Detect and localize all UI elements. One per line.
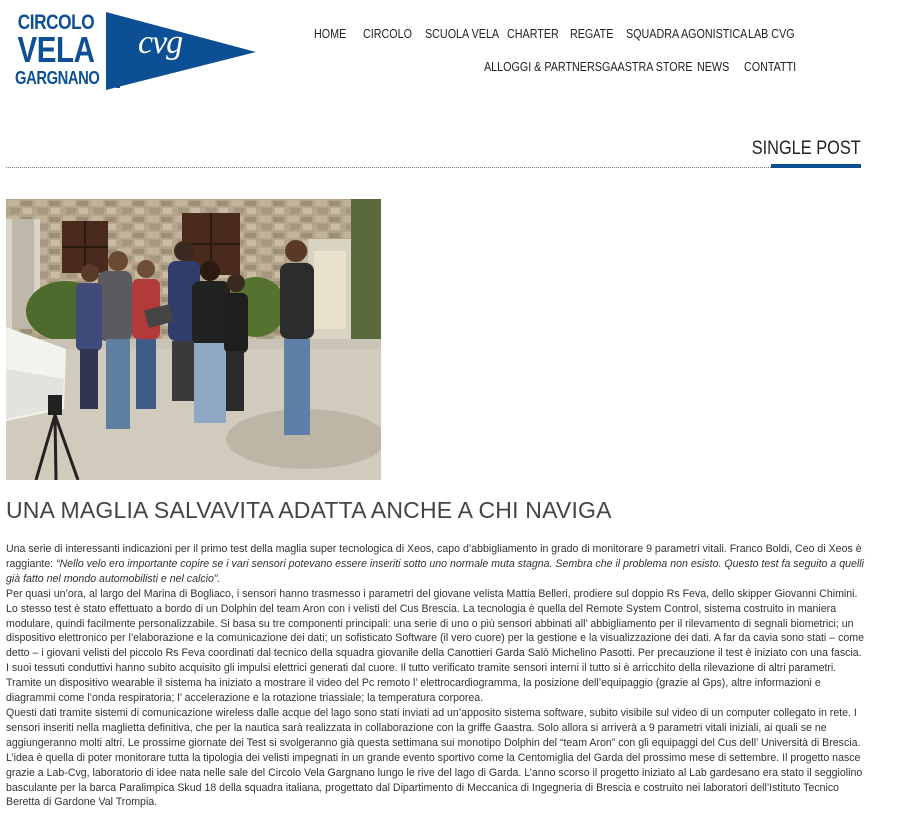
post-quote: “Nello velo ero importante copire se i vari sensori potevano essere inseriti sotto uno normale muta stagna. Sembra che il problema non esisto. Questo test fa seguito a quelli già fatto nel mondo automobilisti e nel calcio”.	[6, 557, 864, 585]
nav-item-circolo[interactable]: CIRCOLO	[363, 27, 412, 41]
nav-item-scuola-vela[interactable]: SCUOLA VELA	[425, 27, 500, 41]
post-paragraph-intro	[6, 542, 866, 587]
post-paragraph: Per quasi un’ora, al largo del Marina di Bogliaco, i sensori hanno trasmesso i parametri del giovane velista Mattia Belleri, prodiere sul doppio Rs Feva, dello skipper Giovanni Chimini. Lo stesso test è stato effettuato a bordo di un Dolphin del team Aron con i velisti del Cus Brescia. La tecnologia è quella del Remote System Control, sistema costruito in maniera modulare, quindi facilmente personalizzabile. Si basa su tre componenti principali: una serie di uno o più sensori abbinati all’ abbigliamento per il rilevamento di segnali biometrici; un dispositivo elettronico per l’elaborazione e la comunicazione dei dati; un sofisticato Software (il vero cuore) per la gestione e la visualizzazione dei dati. A far da cavia sono stati – come detto – i giovani velisti del piccolo Rs Feva coordinati dal tecnico della squadra giovanile della Canottieri Garda Salò Michelino Pasotti. Per precauzione il test è iniziato con una fascia. I suoi tessuti conduttivi hanno subito acquisito gli impulsi elettrici generati dal cuore. Il tutto verificato tramite sensori interni il tutto si è arricchito della rilevazione di altri parametri. Tramite un dispositivo wearable il sistema ha iniziato a mostrare il video del Pc remoto l’ elettrocardiogramma, la posizione dell’equipaggio (grazie al Gps), altre informazioni e diagrammi come l’onda respiratoria; l’ accelerazione e la rotazione triassiale; la temperatura corporea.	[6, 587, 864, 705]
nav-item-home[interactable]: HOME	[314, 27, 347, 41]
post-title: UNA MAGLIA SALVAVITA ADATTA ANCHE A CHI NAVIGA	[6, 497, 612, 523]
logo-mark-text: cvg	[138, 24, 183, 61]
section-title: SINGLE POST	[752, 138, 861, 159]
nav-item-news[interactable]: NEWS	[697, 60, 730, 74]
post-paragraph: Questi dati tramite sistemi di comunicazione wireless dalle acque del lago sono stati inviati ad un’apposito sistema software, subito visibile sul video di un computer collegato in rete. I sensori inseriti nella maglietta definitiva, che per la nautica sarà realizzata in collaborazione con la griffe Gaastra. Solo allora si arriverà a 9 parametri vitali iniziali, ai quali se ne aggiungeranno molti altri. Le prossime giornate dei Test si svolgeranno già questa settimana sui monotipo Dolphin del “team Aron” con gli equipaggi del Cus dell’ Università di Brescia. L’idea è quella di poter monitorare tutta la tipologia dei velisti impegnati in un grande evento sportivo come la Centomiglia del Garda del prossimo mese di settembre. Il progetto nasce grazie a Lab-Cvg, laboratorio di idee nata nelle sale del Circolo Vela Gargnano lungo le rive del lago di Garda. L’anno scorso il progetto iniziato al Lab gardesano era stato il seggiolino basculante per la barca Paralimpica Skud 18 della squadra italiana, progettato dal Dipartimento di Meccanica di Ingegneria di Brescia e costruito nei laboratori dell’Istituto Tecnico Beretta di Gardone Val Trompia.	[6, 706, 863, 809]
post-intro-text: Una serie di interessanti indicazioni per il primo test della maglia super tecnologica di Xeos, capo d’abbigliamento in grado di monitorare 9 parametri vitali. Franco Boldi, Ceo di Xeos è raggiante:	[6, 543, 862, 570]
post-photo	[6, 199, 381, 480]
divider	[6, 167, 861, 168]
nav-item-contatti[interactable]: CONTATTI	[744, 60, 797, 74]
nav-item-charter[interactable]: CHARTER	[507, 27, 559, 41]
nav-item-squadra-agonistica[interactable]: SQUADRA AGONISTICA	[626, 27, 748, 41]
post-featured-image	[6, 199, 381, 480]
logo-line-1: CIRCOLO	[17, 11, 95, 34]
post-body	[6, 542, 866, 810]
nav-item-lab-cvg[interactable]: LAB CVG	[748, 27, 795, 41]
logo-line-3: GARGNANO	[15, 68, 100, 88]
nav-item-regate[interactable]: REGATE	[570, 27, 614, 41]
logo-line-2: VELA	[17, 29, 95, 70]
nav-item-alloggi-partners[interactable]: ALLOGGI & PARTNERS	[484, 60, 602, 74]
main-navigation	[0, 0, 919, 100]
nav-item-gaastra-store[interactable]: GAASTRA STORE	[602, 60, 693, 74]
section-title-underline	[771, 164, 861, 168]
